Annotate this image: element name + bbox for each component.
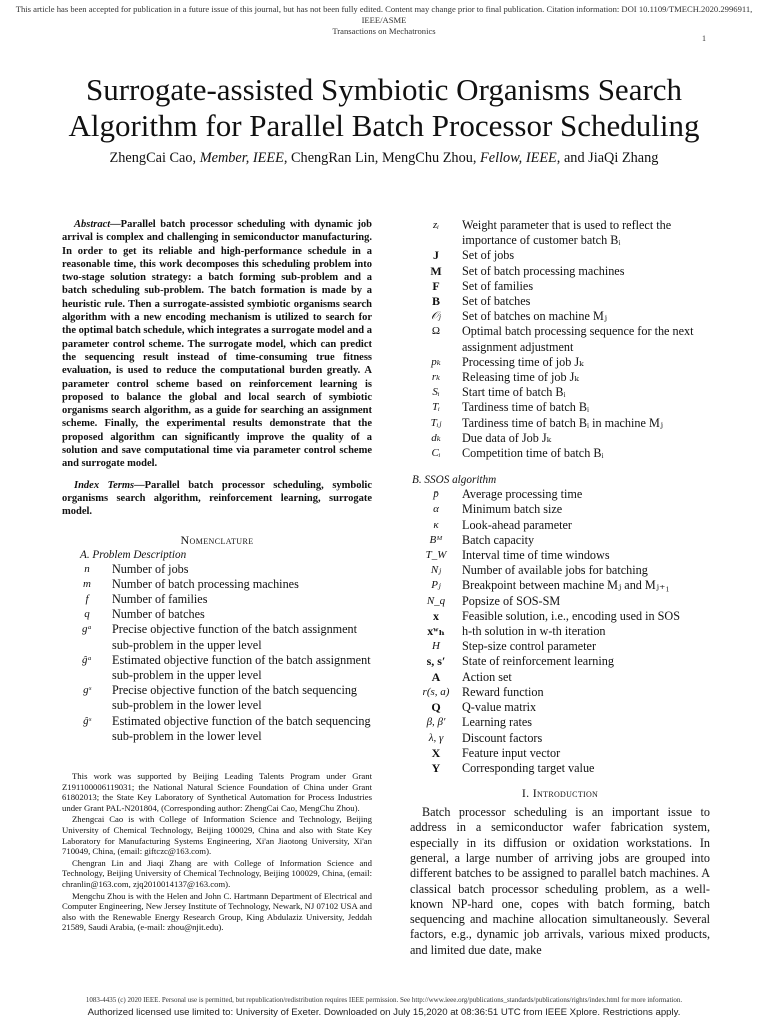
nomenclature-symbol: ĝˢ <box>83 714 91 727</box>
nomenclature-description: Set of batches on machine Mⱼ <box>462 309 608 324</box>
nomenclature-symbol: Y <box>431 760 441 775</box>
nomenclature-symbol: r(s, a) <box>422 685 450 698</box>
nomenclature-description: Feasible solution, i.e., encoding used in SOS <box>462 608 681 623</box>
introduction-text: Batch processor scheduling is an important issue to address in a semiconductor wafer fabrication system, especially in its diffusion or oxidation workstations. In general, a large number of arriving jobs are grouped into different batches to be assigned to parallel batch machines. A classical batch processor scheduling problem, as a well-known NP-hard one, copes with batch forming, batch sequencing and machine allocation simultaneously. Several factors, e.g., dynamic job arrivals, various mixed products, and limited due date, make <box>410 805 710 957</box>
nomenclature-description: Estimated objective function of the batch assignment sub-problem in the upper level <box>112 652 371 682</box>
nomenclature-item <box>410 624 710 639</box>
nomenclature-item <box>410 248 710 263</box>
nomenclature-item <box>410 578 710 593</box>
nomenclature-symbol: H <box>432 640 440 653</box>
author-1: ZhengCai Cao, <box>109 150 200 166</box>
nomenclature-symbol: Sᵢ <box>432 386 440 399</box>
nomenclature-item <box>410 609 710 624</box>
nomenclature-description: Processing time of job Jₖ <box>462 354 584 369</box>
page-number: 1 <box>702 34 706 43</box>
nomenclature-symbol: rₖ <box>431 371 441 384</box>
nomenclature-symbol: A <box>431 669 441 684</box>
nomenclature-description: Step-size control parameter <box>462 639 597 654</box>
nomenclature-item <box>410 654 710 669</box>
footnote-list <box>62 771 372 933</box>
nomenclature-description: h-th solution in w-th iteration <box>462 624 606 639</box>
nomenclature-description: Popsize of SOS-SM <box>462 593 561 608</box>
left-column <box>62 218 372 744</box>
nomenclature-description: Set of batches <box>462 294 531 309</box>
nomenclature-item <box>410 746 710 761</box>
nomenclature-item <box>410 761 710 776</box>
license-footer: Authorized licensed use limited to: University of Exeter. Downloaded on July 15,2020 at 08:36:51 UTC from IEEE Xplore. Restrictions apply. <box>87 1007 681 1018</box>
nomenclature-description: Average processing time <box>462 487 583 502</box>
nomenclature-description: Set of batch processing machines <box>462 263 625 278</box>
nomenclature-symbol: α <box>433 503 439 516</box>
nomenclature-description: Optimal batch processing sequence for the next assignment adjustment <box>462 324 694 354</box>
nomenclature-symbol: Tᵢ <box>432 401 440 414</box>
nomenclature-item <box>62 577 372 592</box>
nomenclature-description: Learning rates <box>462 715 533 730</box>
nomenclature-description: Reward function <box>462 684 544 699</box>
nomenclature-symbol: T_W <box>425 549 447 562</box>
nomenclature-symbol: β, β′ <box>426 716 446 729</box>
footnote: Chengran Lin and Jiaqi Zhang are with College of Information Science and Technology, Beijing University of Chemical Technology, Beijing 100029, China, (email: chranlin@163.com, zjq2010014137@163.com). <box>62 857 372 889</box>
nomenclature-symbol: Cᵢ <box>431 447 441 460</box>
nomenclature-description: State of reinforcement learning <box>462 654 614 669</box>
index-terms <box>62 479 372 519</box>
section-a-heading: A. Problem Description <box>80 548 187 561</box>
nomenclature-symbol: 𝒪ⱼ <box>431 310 441 323</box>
nomenclature-item <box>62 562 372 577</box>
footnote: This work was supported by Beijing Leading Talents Program under Grant Z191100006119031; the National Natural Science Foundation of China under Grant 61802013; the State Key Laboratory of Synthetical Automation for Process Industries under Grant PAL-N201804, (Corresponding author: ZhengCai Cao, MengChu Zhou). <box>62 771 372 813</box>
nomenclature-symbol: ĝᵃ <box>82 653 92 666</box>
nomenclature-item <box>62 607 372 622</box>
nomenclature-symbol: gˢ <box>83 684 91 697</box>
nomenclature-description: Minimum batch size <box>462 502 563 517</box>
journal-notice <box>0 4 768 37</box>
nomenclature-symbol: n <box>84 562 90 575</box>
nomenclature-list-a <box>62 562 372 744</box>
nomenclature-description: Precise objective function of the batch assignment sub-problem in the upper level <box>112 622 358 652</box>
nomenclature-symbol: q <box>84 608 90 621</box>
nomenclature-symbol: p̄ <box>433 488 439 501</box>
nomenclature-description: Number of batches <box>112 607 205 622</box>
nomenclature-symbol: Ω <box>431 325 441 338</box>
nomenclature-symbol: λ, γ <box>428 731 444 744</box>
nomenclature-description: Batch capacity <box>462 532 535 547</box>
nomenclature-item <box>410 431 710 446</box>
nomenclature-item <box>410 670 710 685</box>
abstract-lead: Abstract <box>74 219 111 230</box>
nomenclature-description: Set of families <box>462 278 534 293</box>
notice-line-2: Transactions on Mechatronics <box>332 26 436 36</box>
nomenclature-description: Corresponding target value <box>462 760 595 775</box>
introduction-heading: I. Introduction <box>521 786 599 801</box>
author-2: , ChengRan Lin, MengChu Zhou, <box>283 150 481 166</box>
nomenclature-list-b <box>410 487 710 776</box>
title-line-2: Algorithm for Parallel Batch Processor Scheduling <box>68 108 700 143</box>
nomenclature-list-a-continued <box>410 218 710 461</box>
nomenclature-symbol: f <box>85 592 89 605</box>
nomenclature-item <box>410 487 710 502</box>
nomenclature-heading: Nomenclature <box>180 532 254 547</box>
title-line-1: Surrogate-assisted Symbiotic Organisms Search <box>85 72 683 107</box>
nomenclature-item <box>410 594 710 609</box>
section-b-heading: B. SSOS algorithm <box>412 474 497 487</box>
nomenclature-description: Look-ahead parameter <box>462 517 572 532</box>
nomenclature-item <box>410 416 710 431</box>
nomenclature-description: Tardiness time of batch Bᵢ <box>462 400 590 415</box>
nomenclature-item <box>62 683 372 713</box>
nomenclature-item <box>410 518 710 533</box>
abstract <box>62 218 372 471</box>
notice-line-1: This article has been accepted for publication in a future issue of this journal, but has not been fully edited. Content may change prior to final publication. Citation information: DOI 10.1109/TMECH.2020.2996911, IEEE/ASME <box>15 4 753 25</box>
nomenclature-symbol: X <box>431 745 441 760</box>
nomenclature-item <box>410 731 710 746</box>
nomenclature-symbol: F <box>432 278 440 293</box>
nomenclature-item <box>410 385 710 400</box>
nomenclature-symbol: gᵃ <box>82 623 92 636</box>
nomenclature-item <box>62 622 372 652</box>
nomenclature-symbol: J <box>433 248 439 263</box>
nomenclature-item <box>410 639 710 654</box>
nomenclature-description: Number of batch processing machines <box>112 576 299 591</box>
nomenclature-description: Start time of batch Bᵢ <box>462 385 566 400</box>
nomenclature-symbol: κ <box>433 518 439 531</box>
nomenclature-item <box>62 653 372 683</box>
nomenclature-item <box>410 700 710 715</box>
nomenclature-item <box>410 685 710 700</box>
nomenclature-item <box>410 400 710 415</box>
index-terms-lead: Index Terms <box>74 479 135 491</box>
nomenclature-description: Weight parameter that is used to reflect the importance of customer batch Bᵢ <box>462 218 672 248</box>
abstract-text: —Parallel batch processor scheduling with dynamic job arrival is complex and challenging in semiconductor manufacturing. In order to get its reliable and high-performance schedule in a reasonable time, this work decomposes this scheduling problem into two-stage solution strategy: a batch forming sub-problem and a batch scheduling sub-problem. The batch formation is made by a heuristic rule. Then a surrogate-assisted symbiotic organisms search algorithm with a new encoding mechanism is utilized to search for the optimal batch schedule, which integrates a surrogate model and a parameter control scheme. The surrogate model, which can predict the sequencing result instead of time-consuming true fitness evaluation, is used to reduce the computational burden greatly. A parameter control scheme based on reinforcement learning is proposed to balance the global and local search of symbiotic organisms search algorithm, as a guide for searching an assignment scheme. Finally, the experimental results demonstrate that the proposed algorithm can significantly improve the quality of a solution and save computational time via parameter control scheme and surrogate model. <box>62 219 372 470</box>
nomenclature-description: Feature input vector <box>462 745 561 760</box>
footnote: Zhengcai Cao is with College of Information Science and Technology, Beijing University of Chemical Technology, Beijing 100029, China and also with State Key Laboratory for Manufacturing Systems Engineering, Xi'an Jiaotong University, Xi'an 710049, China, (email: giftczc@163.com). <box>62 814 372 857</box>
nomenclature-symbol: m <box>83 577 91 590</box>
nomenclature-item <box>410 218 710 248</box>
nomenclature-item <box>410 324 710 354</box>
nomenclature-description: Breakpoint between machine Mⱼ and Mⱼ₊₁ <box>462 578 670 593</box>
nomenclature-description: Action set <box>462 669 512 684</box>
footnote: Mengchu Zhou is with the Helen and John C. Hartmann Department of Electrical and Computer Engineering, New Jersey Institute of Technology, Newark, NJ 07102 USA and also with the Renewable Energy Research Group, King Abdulaziz University, Jeddah 21589, Saudi Arabia, (e-mail: zhou@njit.edu). <box>62 890 372 933</box>
nomenclature-symbol: Pⱼ <box>431 579 441 592</box>
nomenclature-symbol: Tᵢⱼ <box>430 416 442 429</box>
author-2-role: Fellow, IEEE <box>480 150 557 166</box>
nomenclature-symbol: pₖ <box>431 355 441 368</box>
nomenclature-description: Due data of Job Jₖ <box>462 430 552 445</box>
nomenclature-item <box>62 714 372 744</box>
index-terms-text: —Parallel batch processor scheduling, symbolic organisms search algorithm, reinforcement learning, surrogate model. <box>62 479 372 518</box>
nomenclature-item <box>410 309 710 324</box>
footnotes <box>62 770 372 933</box>
nomenclature-symbol: xʷₕ <box>427 624 445 639</box>
nomenclature-symbol: s, s′ <box>426 654 446 669</box>
nomenclature-item <box>410 563 710 578</box>
nomenclature-item <box>62 592 372 607</box>
nomenclature-description: Interval time of time windows <box>462 548 610 563</box>
nomenclature-description: Number of jobs <box>112 561 189 576</box>
nomenclature-description: Number of available jobs for batching <box>462 563 648 578</box>
nomenclature-symbol: x <box>433 608 439 623</box>
nomenclature-item <box>410 355 710 370</box>
nomenclature-description: Competition time of batch Bᵢ <box>462 446 604 461</box>
nomenclature-item <box>410 715 710 730</box>
nomenclature-description: Q-value matrix <box>462 700 537 715</box>
nomenclature-symbol: Bᴹ <box>429 533 443 546</box>
author-list <box>0 150 768 167</box>
nomenclature-item <box>410 279 710 294</box>
nomenclature-symbol: B <box>431 294 440 309</box>
nomenclature-description: Precise objective function of the batch sequencing sub-problem in the lower level <box>112 683 358 713</box>
nomenclature-item <box>410 548 710 563</box>
nomenclature-symbol: Nⱼ <box>430 564 442 577</box>
nomenclature-item <box>410 294 710 309</box>
author-1-role: Member, IEEE <box>199 150 284 166</box>
nomenclature-symbol: N_q <box>426 594 446 607</box>
nomenclature-item <box>410 264 710 279</box>
nomenclature-description: Releasing time of job Jₖ <box>462 370 579 385</box>
nomenclature-description: Tardiness time of batch Bᵢ in machine Mⱼ <box>462 415 664 430</box>
copyright-footer: 1083-4435 (c) 2020 IEEE. Personal use is permitted, but republication/redistribution requires IEEE permission. See http://www.ieee.org/publications_standards/publications/rights/index.html for more information. <box>85 996 683 1004</box>
nomenclature-description: Set of jobs <box>462 248 515 263</box>
nomenclature-symbol: dₖ <box>431 431 441 444</box>
nomenclature-description: Number of families <box>112 591 208 606</box>
nomenclature-item <box>410 533 710 548</box>
paper-title <box>0 72 768 144</box>
nomenclature-description: Discount factors <box>462 730 543 745</box>
author-3: , and JiaQi Zhang <box>556 150 659 166</box>
nomenclature-symbol: M <box>430 263 442 278</box>
nomenclature-item <box>410 370 710 385</box>
nomenclature-item <box>410 446 710 461</box>
nomenclature-symbol: Q <box>431 700 441 715</box>
nomenclature-description: Estimated objective function of the batch sequencing sub-problem in the lower level <box>112 713 371 743</box>
nomenclature-symbol: zᵢ <box>432 219 440 231</box>
nomenclature-item <box>410 502 710 517</box>
right-column <box>410 218 710 958</box>
